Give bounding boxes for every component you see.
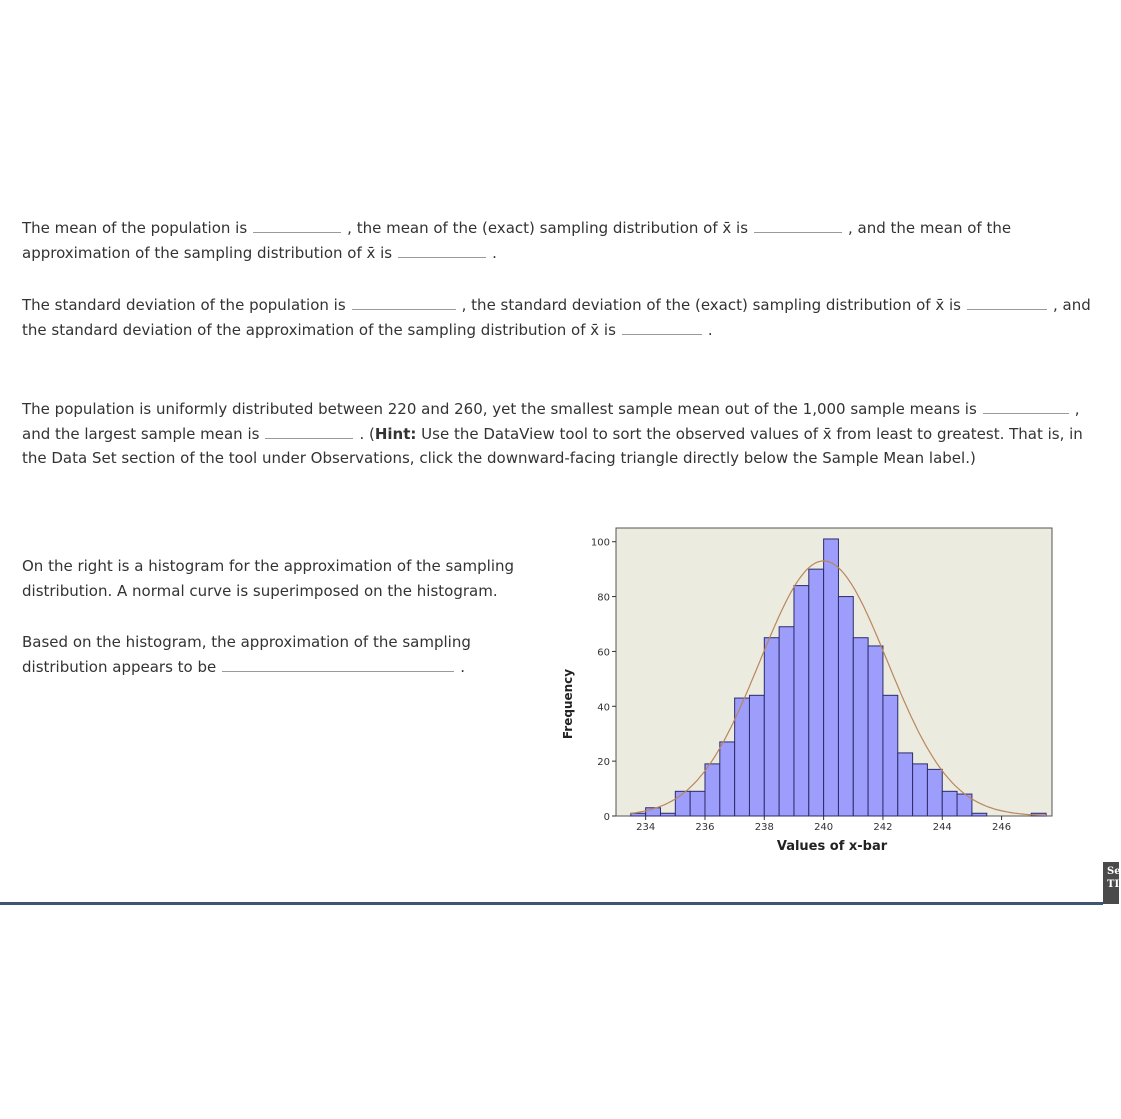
histogram-bar xyxy=(660,813,675,816)
histogram-bar xyxy=(972,813,987,816)
histogram-bar xyxy=(675,791,690,816)
histogram-bar xyxy=(853,638,868,816)
question-text: the standard deviation of the approximation of the sampling distribution of x̄ is xyxy=(22,320,616,339)
question-line xyxy=(22,293,1091,318)
question-text: distribution. A normal curve is superimposed on the histogram. xyxy=(22,581,498,600)
histogram-bar xyxy=(883,695,898,816)
question-text: , the mean of the (exact) sampling distribution of x̄ is xyxy=(347,219,749,237)
side-tab-label: TI xyxy=(1107,879,1120,890)
question-distribution-shape xyxy=(22,630,471,679)
x-tick-label: 244 xyxy=(932,822,952,833)
y-tick-label: 100 xyxy=(590,537,610,549)
histogram-bar xyxy=(705,764,720,816)
question-text: On the right is a histogram for the approximation of the sampling xyxy=(22,557,515,575)
y-tick-label: 60 xyxy=(597,647,610,659)
footer-divider xyxy=(0,902,1103,905)
largest-sample-mean-answer-field[interactable] xyxy=(265,424,353,439)
question-text: The population is uniformly distributed between 220 and 260, yet the smallest sample mean out of the 1,000 sample means is xyxy=(22,400,977,418)
histogram-bar xyxy=(838,597,853,816)
question-text: the Data Set section of the tool under Observations, click the downward-facing triangle directly below the Sample Mean label.) xyxy=(22,449,976,467)
distribution-shape-dropdown[interactable] xyxy=(222,657,454,672)
question-text: approximation of the sampling distribution of x̄ is xyxy=(22,243,393,262)
question-text: , xyxy=(1074,400,1080,418)
question-text: . xyxy=(492,243,497,262)
question-text: . ( xyxy=(359,424,375,443)
histogram-bar xyxy=(868,646,883,816)
smallest-sample-mean-answer-field[interactable] xyxy=(983,399,1069,414)
question-line xyxy=(22,422,1083,447)
histogram-bar xyxy=(824,539,839,816)
population-mean-answer-field[interactable] xyxy=(253,218,341,233)
x-tick-label: 234 xyxy=(636,822,656,833)
exact-sampling-mean-answer-field[interactable] xyxy=(754,218,842,233)
question-line xyxy=(22,318,1091,343)
question-text: . xyxy=(707,320,713,339)
approx-sampling-sd-answer-field[interactable] xyxy=(622,320,702,335)
histogram-chart xyxy=(548,524,1068,860)
y-tick-label: 40 xyxy=(597,702,610,714)
question-text: Based on the histogram, the approximation of the sampling xyxy=(22,633,471,651)
histogram-bar xyxy=(942,791,957,816)
question-line xyxy=(22,655,471,680)
question-text: The mean of the population is xyxy=(22,219,248,237)
histogram-bar xyxy=(690,791,705,816)
question-text: . xyxy=(460,657,466,676)
question-min-max-sample-mean xyxy=(22,397,1083,471)
x-tick-label: 238 xyxy=(754,822,774,833)
question-population-mean xyxy=(22,216,1011,265)
histogram-bar xyxy=(720,742,735,816)
question-text: distribution appears to be xyxy=(22,657,217,676)
histogram-description xyxy=(22,554,514,603)
question-line xyxy=(22,554,514,579)
question-line xyxy=(22,579,514,604)
histogram-bar xyxy=(809,569,824,816)
histogram-bar xyxy=(927,769,942,816)
histogram-bar xyxy=(749,695,764,816)
approx-sampling-mean-answer-field[interactable] xyxy=(398,243,486,258)
question-text: , and xyxy=(1052,296,1091,314)
x-tick-label: 240 xyxy=(814,822,834,833)
hint-label: Hint: xyxy=(374,424,417,443)
question-text: The standard deviation of the population is xyxy=(22,296,346,314)
question-line xyxy=(22,397,1083,422)
histogram-bar xyxy=(898,753,913,816)
x-axis-label: Values of x-bar xyxy=(776,839,888,854)
histogram-bar xyxy=(913,764,928,816)
y-axis-label: Frequency xyxy=(561,668,575,740)
question-text: , the standard deviation of the (exact) sampling distribution of x̄ is xyxy=(461,296,961,314)
y-tick-label: 20 xyxy=(597,757,610,769)
side-tab-button[interactable] xyxy=(1103,862,1119,904)
question-line xyxy=(22,446,1083,471)
x-tick-label: 246 xyxy=(992,822,1012,833)
histogram-bar xyxy=(794,586,809,816)
question-text: , and the mean of the xyxy=(848,219,1012,237)
question-standard-deviation xyxy=(22,293,1091,342)
question-line xyxy=(22,216,1011,241)
histogram-bar xyxy=(764,638,779,816)
side-tab-label: Se xyxy=(1107,866,1121,877)
question-text: and the largest sample mean is xyxy=(22,424,260,443)
question-text: Use the DataView tool to sort the observed values of x̄ from least to greatest. That is, in xyxy=(416,424,1083,443)
population-sd-answer-field[interactable] xyxy=(352,295,456,310)
exact-sampling-sd-answer-field[interactable] xyxy=(967,295,1047,310)
x-tick-label: 242 xyxy=(873,822,893,833)
y-tick-label: 80 xyxy=(597,592,610,604)
question-line xyxy=(22,630,471,655)
histogram-bar xyxy=(779,627,794,816)
x-tick-label: 236 xyxy=(695,822,715,833)
question-line xyxy=(22,241,1011,266)
y-tick-label: 0 xyxy=(603,812,610,823)
